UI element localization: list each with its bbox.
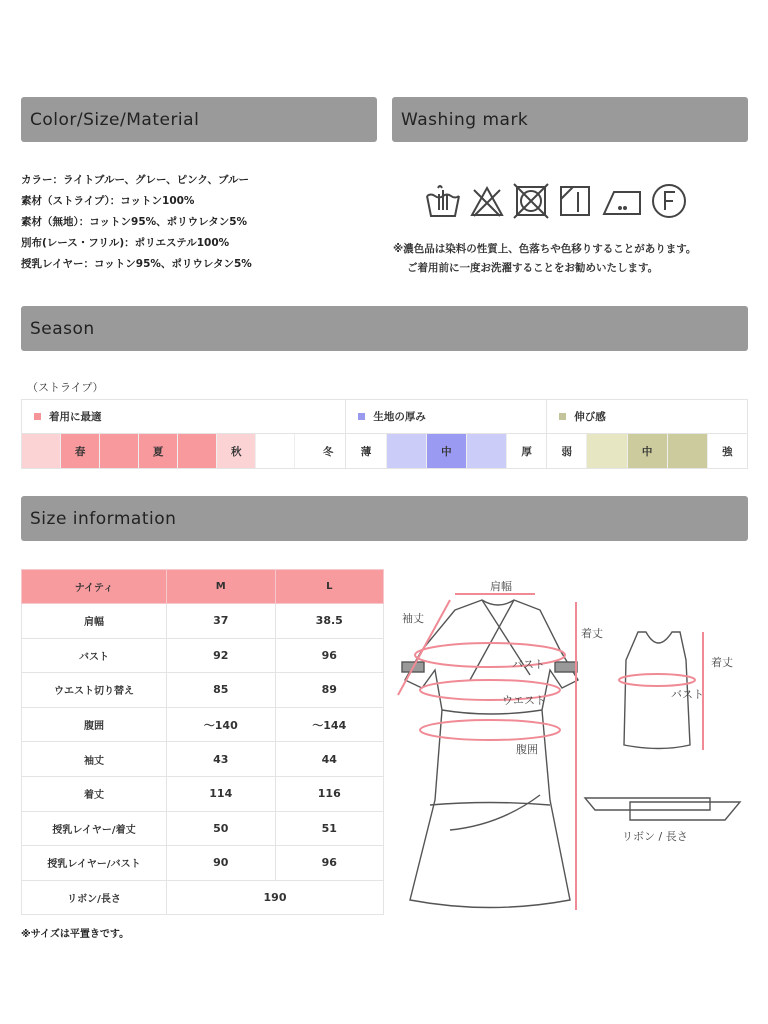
legend-swatch (559, 413, 566, 420)
season-group-header (22, 400, 345, 434)
section-header-size-information (21, 496, 748, 541)
size-table-header (22, 570, 384, 604)
material-plain: 素材（無地）：コットン95%、ポリウレタン5% (21, 216, 248, 228)
thickness-cell-thin: 薄 (346, 434, 386, 468)
season-table (21, 399, 748, 469)
header-size-l: L (275, 570, 384, 604)
size-illustration (390, 570, 768, 930)
cell-m: 50 (167, 811, 276, 846)
table-row (22, 638, 384, 673)
row-label: リボン/長さ (22, 880, 167, 915)
header-size-m: M (167, 570, 276, 604)
section-header-color-size-material (21, 97, 377, 142)
cell-l: 89 (275, 673, 384, 708)
shade-dry-icon (556, 182, 594, 220)
row-label: 肩幅 (22, 604, 167, 639)
season-cell (178, 434, 217, 468)
season-cell-summer: 夏 (139, 434, 178, 468)
washing-note-line1: ※濃色品は染料の性質上、色落ちや色移りすることがあります。 (393, 243, 697, 255)
thickness-cell-medium: 中 (427, 434, 467, 468)
row-label: 授乳レイヤー/バスト (22, 846, 167, 881)
season-group-header (547, 400, 747, 434)
label-layer-length: 着丈 (711, 656, 733, 669)
season-cell (256, 434, 295, 468)
cell-m: 37 (167, 604, 276, 639)
table-row-ribbon (22, 880, 384, 915)
season-cell (100, 434, 139, 468)
label-sleeve-length: 袖丈 (402, 612, 424, 625)
table-row (22, 742, 384, 777)
cell-l: 116 (275, 776, 384, 811)
size-table (21, 569, 384, 915)
material-color: カラー：ライトブルー、グレー、ピンク、ブルー (21, 174, 250, 186)
table-row (22, 776, 384, 811)
label-ribbon-length: リボン / 長さ (622, 830, 688, 843)
season-group-header (346, 400, 546, 434)
label-bust: バスト (512, 658, 545, 671)
season-group-label: 生地の厚み (373, 411, 426, 423)
dry-clean-f-icon (650, 182, 688, 220)
cell-l: ～144 (275, 707, 384, 742)
row-label: バスト (22, 638, 167, 673)
season-cells (22, 434, 345, 468)
cell-m: 90 (167, 846, 276, 881)
label-shoulder-width: 肩幅 (490, 580, 512, 593)
thickness-cells (346, 434, 546, 468)
stretch-cells (547, 434, 747, 468)
thickness-cell (387, 434, 427, 468)
no-bleach-icon (468, 182, 506, 220)
table-row (22, 811, 384, 846)
cell-m: 43 (167, 742, 276, 777)
table-row (22, 604, 384, 639)
stretch-cell-medium: 中 (628, 434, 668, 468)
row-label: ウエスト切り替え (22, 673, 167, 708)
season-cell-winter: 冬 (295, 434, 345, 468)
cell-ribbon: 190 (167, 880, 384, 915)
material-nursing-layer: 授乳レイヤー：コットン95%、ポリウレタン5% (21, 258, 252, 270)
stretch-cell-weak: 弱 (547, 434, 587, 468)
stretch-cell (587, 434, 627, 468)
hand-wash-icon (424, 182, 462, 220)
season-group-label: 着用に最適 (49, 411, 102, 423)
thickness-cell-thick: 厚 (507, 434, 546, 468)
section-header-washing-mark (392, 97, 748, 142)
stretch-cell (668, 434, 708, 468)
material-lace: 別布(レース・フリル)：ポリエステル100% (21, 237, 230, 249)
legend-swatch (34, 413, 41, 420)
section-title: Color/Size/Material (30, 109, 200, 130)
label-waist: ウエスト (502, 694, 546, 707)
section-header-season (21, 306, 748, 351)
cell-l: 38.5 (275, 604, 384, 639)
season-group-best-wear (22, 400, 346, 468)
washing-note-line2: ご着用前に一度お洗濯することをお勧めいたします。 (407, 262, 659, 274)
table-row (22, 846, 384, 881)
label-belly: 腹囲 (516, 743, 538, 756)
stretch-cell-strong: 強 (708, 434, 747, 468)
season-cell-autumn: 秋 (217, 434, 256, 468)
section-title: Size information (30, 508, 177, 529)
iron-medium-icon (600, 182, 644, 220)
cell-m: 92 (167, 638, 276, 673)
material-list (21, 170, 252, 275)
season-cell (22, 434, 61, 468)
section-title: Season (30, 318, 95, 339)
cell-m: 85 (167, 673, 276, 708)
cell-l: 96 (275, 638, 384, 673)
label-layer-bust: バスト (671, 688, 704, 701)
label-total-length: 着丈 (581, 627, 603, 640)
cell-l: 44 (275, 742, 384, 777)
table-row (22, 673, 384, 708)
table-row (22, 707, 384, 742)
legend-swatch (358, 413, 365, 420)
cell-l: 51 (275, 811, 384, 846)
cell-l: 96 (275, 846, 384, 881)
season-cell-spring: 春 (61, 434, 100, 468)
section-title: Washing mark (401, 109, 529, 130)
row-label: 腹囲 (22, 707, 167, 742)
season-variant-label: （ストライプ） (27, 381, 104, 394)
row-label: 着丈 (22, 776, 167, 811)
header-item: ナイティ (22, 570, 167, 604)
washing-icons (424, 182, 688, 220)
cell-m: ～140 (167, 707, 276, 742)
row-label: 袖丈 (22, 742, 167, 777)
season-group-label: 伸び感 (574, 411, 606, 423)
dress-illustration (390, 570, 768, 930)
size-note: ※サイズは平置きです。 (21, 929, 130, 940)
washing-note (393, 240, 696, 278)
thickness-cell (467, 434, 507, 468)
season-group-thickness (346, 400, 547, 468)
season-group-stretch (547, 400, 747, 468)
no-tumble-dry-icon (512, 182, 550, 220)
row-label: 授乳レイヤー/着丈 (22, 811, 167, 846)
material-stripe: 素材（ストライプ）：コットン100% (21, 195, 195, 207)
cell-m: 114 (167, 776, 276, 811)
